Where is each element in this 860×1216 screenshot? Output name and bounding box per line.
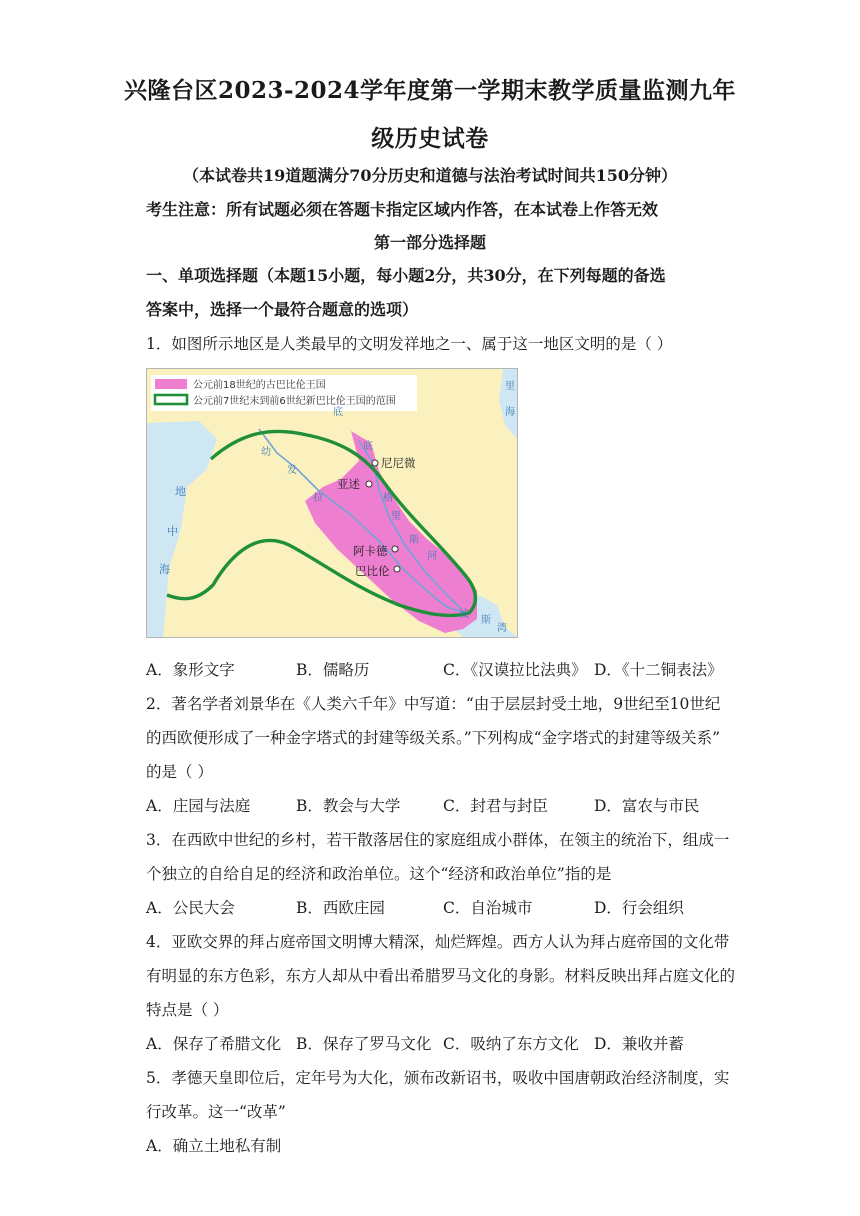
question-2-stem-line1: 2．著名学者刘景华在《人类六千年》中写道：“由于层层封受土地，9世纪至10世纪 [146, 695, 721, 713]
question-3-option-d[interactable]: D．行会组织 [594, 899, 684, 917]
question-1-option-b[interactable]: B．儒略历 [296, 661, 370, 679]
map-svg [147, 369, 517, 637]
gulf-char-3: 湾 [497, 623, 507, 634]
question-4-option-c[interactable]: C．吸纳了东方文化 [443, 1035, 579, 1053]
question-3-option-b[interactable]: B．西欧庄园 [296, 899, 385, 917]
question-4-option-a[interactable]: A．保存了希腊文化 [146, 1035, 282, 1053]
question-5-stem-line2: 行改革。这一“改革” [146, 1103, 286, 1121]
mesopotamia-map [146, 368, 518, 638]
question-1-option-a[interactable]: A．象形文字 [146, 661, 235, 679]
caspian-char-1: 里 [505, 381, 515, 392]
question-5-stem-line1: 5．孝德天皇即位后，定年号为大化，颁布改新诏书，吸收中国唐朝政治经济制度，实 [146, 1069, 730, 1087]
question-4-option-b[interactable]: B．保存了罗马文化 [296, 1035, 432, 1053]
question-2-option-d[interactable]: D．富农与市民 [594, 797, 700, 815]
tigris-char-2: 格 [383, 493, 393, 504]
question-3-stem-line2: 个独立的自给自足的经济和政治单位。这个“经济和政治单位”指的是 [146, 865, 612, 883]
assur-marker [366, 481, 372, 487]
question-4-stem-line2: 有明显的东方色彩，东方人却从中看出希腊罗马文化的身影。材料反映出拜占庭文化的 [146, 967, 736, 985]
legend-green-label: 公元前7世纪末到前6世纪新巴比伦王国的范围 [193, 396, 396, 407]
tigris-char-3: 里 [391, 511, 401, 522]
exam-subtitle: （本试卷共19道题满分70分历史和道德与法治考试时间共150分钟） [183, 166, 677, 185]
legend-pink-label: 公元前18世纪的古巴比伦王国 [193, 380, 326, 391]
sea-char-2: 中 [167, 525, 178, 538]
section-heading-line1: 一、单项选择题（本题15小题，每小题2分，共30分，在下列每题的备选 [146, 266, 666, 285]
question-2-stem-line3: 的是（ ） [146, 763, 213, 781]
question-5-options [146, 1134, 726, 1156]
sea-char-1: 地 [175, 485, 186, 498]
question-4-options [146, 1032, 726, 1054]
gulf-char-1: 波 [459, 609, 469, 620]
question-1-option-d[interactable]: D．《十二铜表法》 [594, 661, 723, 679]
legend-pink-swatch [155, 379, 187, 389]
question-4-stem-line3: 特点是（ ） [146, 1001, 229, 1019]
section-heading-line2: 答案中，选择一个最符合题意的选项） [146, 300, 419, 319]
exam-notice: 考生注意：所有试题必须在答题卡指定区域内作答，在本试卷上作答无效 [146, 200, 659, 219]
caspian-char-2: 海 [505, 407, 515, 418]
question-1-options [146, 658, 726, 680]
city-label-babylon: 巴比伦 [355, 564, 390, 578]
city-label-akkad: 阿卡德 [353, 544, 388, 558]
tigris-char-1: 底 [363, 441, 373, 452]
part-heading: 第一部分选择题 [373, 233, 486, 252]
question-1-stem: 1．如图所示地区是人类最早的文明发祥地之一、属于这一地区文明的是（ ） [146, 335, 673, 353]
question-3-option-a[interactable]: A．公民大会 [146, 899, 235, 917]
question-2-option-a[interactable]: A．庄园与法庭 [146, 797, 251, 815]
gulf-char-2: 斯 [481, 615, 491, 626]
question-3-option-c[interactable]: C．自治城市 [443, 899, 533, 917]
question-3-stem-line1: 3．在西欧中世纪的乡村，若干散落居住的家庭组成小群体，在领主的统治下，组成一 [146, 831, 730, 849]
question-2-stem-line2: 的西欧便形成了一种金字塔式的封建等级关系。”下列构成“金字塔式的封建等级关系” [146, 729, 721, 747]
question-2-option-b[interactable]: B．教会与大学 [296, 797, 401, 815]
euphrates-char-4: 底 [333, 407, 343, 418]
euphrates-char-1: 幼 [261, 447, 271, 458]
question-3-options [146, 896, 726, 918]
question-2-options [146, 794, 726, 816]
question-5-option-a[interactable]: A．确立土地私有制 [146, 1137, 282, 1155]
question-2-option-c[interactable]: C．封君与封臣 [443, 797, 548, 815]
sea-char-3: 海 [159, 563, 170, 576]
question-1-option-c[interactable]: C．《汉谟拉比法典》 [443, 661, 587, 679]
euphrates-char-3: 拉 [313, 493, 323, 504]
city-label-nineveh: 尼尼微 [381, 456, 416, 470]
exam-title-line2: 级历史试卷 [371, 125, 489, 152]
euphrates-char-2: 发 [287, 465, 297, 476]
question-4-option-d[interactable]: D．兼收并蓄 [594, 1035, 684, 1053]
tigris-char-4: 斯 [409, 535, 419, 546]
akkad-marker [392, 546, 398, 552]
tigris-char-5: 河 [427, 551, 437, 562]
city-label-assur: 亚述 [337, 477, 360, 491]
nineveh-marker [372, 460, 378, 466]
question-4-stem-line1: 4．亚欧交界的拜占庭帝国文明博大精深，灿烂辉煌。西方人认为拜占庭帝国的文化带 [146, 933, 730, 951]
babylon-marker [394, 566, 400, 572]
exam-title-line1: 兴隆台区2023-2024学年度第一学期末教学质量监测九年 [123, 77, 737, 104]
